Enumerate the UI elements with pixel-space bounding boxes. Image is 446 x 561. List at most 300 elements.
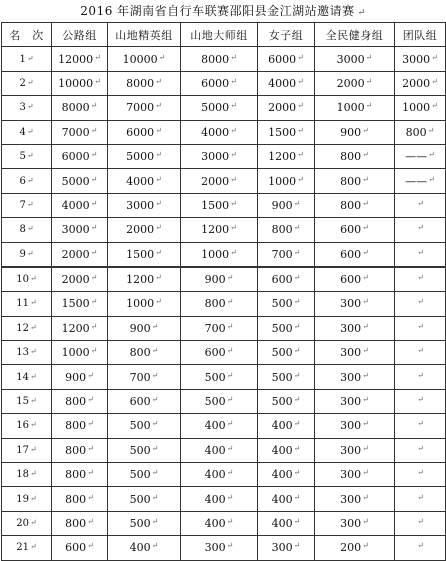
cell-rank — [2, 389, 52, 413]
cell-value: 5000 — [201, 101, 230, 115]
paragraph-mark-icon: ↵ — [230, 76, 237, 86]
header-mtb-elite: 山地精英组 — [108, 23, 181, 47]
cell-mtb-master — [181, 242, 258, 267]
cell-mtb-elite — [108, 414, 181, 438]
cell-value: 1000 — [402, 101, 431, 115]
paragraph-mark-icon: ↵ — [26, 126, 34, 136]
paragraph-mark-icon: ↵ — [293, 395, 301, 405]
cell-value: 1500 — [201, 198, 230, 212]
cell-women — [258, 242, 315, 267]
cell-value: 2000 — [336, 76, 365, 90]
paragraph-mark-icon: ↵ — [30, 298, 37, 308]
paragraph-mark-icon: ↵ — [26, 248, 34, 258]
header-women: 女子组 — [258, 23, 315, 47]
cell-value: 500 — [129, 517, 151, 530]
paragraph-mark-icon: ↵ — [26, 175, 34, 185]
cell-women — [258, 120, 315, 144]
cell-fitness — [315, 169, 395, 193]
cell-value: 300 — [340, 370, 362, 384]
table-row — [2, 341, 446, 365]
cell-rank — [2, 47, 52, 71]
cell-team — [395, 365, 446, 389]
paragraph-mark-icon: ↵ — [226, 321, 234, 331]
cell-value: 400 — [204, 419, 226, 433]
cell-mtb-master — [181, 218, 258, 242]
cell-value: 6 — [19, 175, 26, 187]
paragraph-mark-icon: ↵ — [30, 493, 37, 503]
cell-value: 3000 — [201, 150, 230, 164]
cell-value: 15 — [16, 396, 30, 408]
cell-road — [52, 316, 108, 340]
cell-women — [258, 193, 315, 217]
cell-value: 1500 — [268, 125, 297, 139]
cell-mtb-elite — [108, 169, 181, 193]
cell-road — [52, 71, 108, 95]
cell-road — [52, 292, 108, 316]
paragraph-mark-icon: ↵ — [417, 541, 424, 551]
table-row — [2, 292, 446, 316]
cell-value: 1000 — [201, 247, 230, 261]
paragraph-mark-icon: ↵ — [155, 223, 162, 233]
cell-rank — [2, 218, 52, 242]
paragraph-mark-icon: ↵ — [362, 321, 369, 331]
paragraph-mark-icon: ↵ — [155, 101, 162, 111]
cell-mtb-elite — [108, 511, 181, 535]
cell-fitness — [315, 71, 395, 95]
cell-team — [395, 292, 446, 316]
cell-fitness — [315, 96, 395, 120]
cell-value: 700 — [204, 321, 226, 335]
cell-rank — [2, 144, 52, 168]
cell-value: 600 — [271, 273, 293, 287]
cell-value: 2000 — [268, 101, 297, 115]
paragraph-mark-icon: ↵ — [230, 198, 237, 208]
cell-women — [258, 365, 315, 389]
paragraph-mark-icon: ↵ — [90, 150, 98, 160]
cell-value: 400 — [271, 468, 293, 482]
cell-value: 2000 — [61, 247, 90, 261]
paragraph-mark-icon: ↵ — [362, 198, 369, 208]
cell-fitness — [315, 463, 395, 487]
cell-fitness — [315, 438, 395, 462]
cell-rank — [2, 438, 52, 462]
paragraph-mark-icon: ↵ — [362, 419, 369, 429]
cell-road — [52, 487, 108, 511]
cell-women — [258, 71, 315, 95]
table-row — [2, 511, 446, 535]
paragraph-mark-icon: ↵ — [230, 150, 237, 160]
paragraph-mark-icon: ↵ — [90, 273, 98, 283]
cell-fitness — [315, 193, 395, 217]
cell-value: 1000 — [61, 346, 90, 360]
paragraph-mark-icon: ↵ — [226, 395, 234, 405]
cell-value: 900 — [129, 321, 151, 335]
table-body — [2, 47, 446, 560]
paragraph-mark-icon: ↵ — [297, 150, 304, 160]
cell-mtb-elite — [108, 438, 181, 462]
header-mtb-master: 山地大师组 — [181, 23, 258, 47]
paragraph-mark-icon: ↵ — [362, 541, 369, 551]
cell-value: 3 — [19, 102, 26, 114]
cell-value: —— — [405, 174, 428, 188]
table-row — [2, 242, 446, 267]
paragraph-mark-icon: ↵ — [362, 492, 369, 502]
paragraph-mark-icon: ↵ — [417, 443, 424, 453]
cell-road — [52, 169, 108, 193]
cell-value: 200 — [340, 541, 362, 555]
paragraph-mark-icon: ↵ — [417, 419, 424, 429]
table-row — [2, 144, 446, 168]
paragraph-mark-icon: ↵ — [26, 77, 34, 87]
cell-value: 500 — [271, 321, 293, 335]
paragraph-mark-icon: ↵ — [87, 395, 94, 405]
cell-women — [258, 267, 315, 292]
cell-value: 500 — [129, 443, 151, 457]
cell-team — [395, 120, 446, 144]
cell-value: 20 — [16, 518, 30, 529]
cell-fitness — [315, 218, 395, 242]
paragraph-mark-icon: ↵ — [226, 419, 234, 429]
paragraph-mark-icon: ↵ — [226, 297, 234, 307]
paragraph-mark-icon: ↵ — [417, 492, 424, 502]
paragraph-mark-icon: ↵ — [30, 371, 37, 381]
cell-value: 2000 — [61, 273, 90, 287]
cell-mtb-elite — [108, 365, 181, 389]
cell-value: 5 — [19, 151, 26, 163]
cell-team — [395, 389, 446, 413]
cell-road — [52, 144, 108, 168]
paragraph-mark-icon: ↵ — [30, 420, 37, 430]
cell-mtb-master — [181, 389, 258, 413]
cell-fitness — [315, 341, 395, 365]
cell-value: 400 — [204, 517, 226, 530]
paragraph-mark-icon: ↵ — [30, 542, 37, 552]
paragraph-mark-icon: ↵ — [230, 223, 237, 233]
cell-fitness — [315, 267, 395, 292]
paragraph-mark-icon: ↵ — [293, 370, 301, 380]
cell-mtb-master — [181, 463, 258, 487]
cell-rank — [2, 71, 52, 95]
table-row — [2, 267, 446, 292]
cell-road — [52, 120, 108, 144]
paragraph-mark-icon: ↵ — [293, 492, 301, 502]
paragraph-mark-icon: ↵ — [226, 517, 234, 526]
cell-road — [52, 218, 108, 242]
cell-value: 300 — [340, 517, 362, 530]
cell-women — [258, 316, 315, 340]
cell-value: 5000 — [126, 150, 155, 164]
cell-value: 2000 — [201, 174, 230, 188]
cell-value: 300 — [204, 541, 226, 555]
cell-team — [395, 438, 446, 462]
paragraph-mark-icon: ↵ — [30, 396, 37, 406]
title-text: 2016 年湖南省自行车联赛邵阳县金江湖站邀请赛 — [80, 4, 355, 18]
table-row — [2, 96, 446, 120]
cell-value: 7000 — [61, 125, 90, 139]
paragraph-mark-icon: ↵ — [230, 52, 237, 62]
cell-fitness — [315, 242, 395, 267]
cell-value: 3000 — [402, 52, 431, 66]
cell-value: 12000 — [58, 52, 94, 66]
cell-mtb-elite — [108, 389, 181, 413]
paragraph-mark-icon: ↵ — [417, 395, 424, 405]
cell-mtb-elite — [108, 463, 181, 487]
table-row — [2, 169, 446, 193]
cell-mtb-elite — [108, 341, 181, 365]
cell-mtb-elite — [108, 536, 181, 560]
cell-mtb-master — [181, 292, 258, 316]
cell-fitness — [315, 487, 395, 511]
cell-value: —— — [405, 150, 428, 164]
cell-value: 1200 — [268, 150, 297, 164]
cell-value: 1200 — [126, 273, 155, 287]
cell-value: 800 — [65, 395, 87, 409]
cell-mtb-elite — [108, 316, 181, 340]
cell-value: 300 — [340, 346, 362, 360]
cell-team — [395, 463, 446, 487]
cell-value: 4000 — [61, 198, 90, 212]
paragraph-mark-icon: ↵ — [293, 346, 301, 356]
cell-rank — [2, 316, 52, 340]
cell-value: 600 — [340, 247, 362, 261]
cell-value: 19 — [16, 493, 30, 505]
paragraph-mark-icon: ↵ — [90, 321, 98, 331]
cell-value: 7 — [19, 199, 26, 211]
cell-value: 17 — [16, 444, 30, 456]
cell-rank — [2, 120, 52, 144]
paragraph-mark-icon: ↵ — [362, 346, 369, 356]
paragraph-mark-icon: ↵ — [417, 370, 424, 380]
cell-value: 300 — [340, 297, 362, 311]
paragraph-mark-icon: ↵ — [87, 541, 94, 551]
paragraph-mark-icon: ↵ — [362, 468, 369, 478]
cell-team — [395, 193, 446, 217]
cell-rank — [2, 463, 52, 487]
paragraph-mark-icon: ↵ — [155, 297, 162, 307]
cell-road — [52, 242, 108, 267]
cell-fitness — [315, 536, 395, 560]
cell-mtb-elite — [108, 96, 181, 120]
cell-value: 500 — [271, 346, 293, 360]
paragraph-mark-icon: ↵ — [293, 541, 301, 551]
cell-value: 400 — [271, 492, 293, 506]
paragraph-mark-icon: ↵ — [155, 174, 162, 184]
cell-value: 900 — [271, 198, 293, 212]
paragraph-mark-icon: ↵ — [362, 297, 369, 307]
cell-value: 21 — [16, 542, 30, 554]
paragraph-mark-icon: ↵ — [155, 273, 162, 283]
cell-women — [258, 438, 315, 462]
cell-value: 13 — [16, 347, 30, 359]
paragraph-mark-icon: ↵ — [158, 52, 166, 62]
cell-road — [52, 536, 108, 560]
cell-road — [52, 193, 108, 217]
paragraph-mark-icon: ↵ — [87, 517, 94, 526]
cell-rank — [2, 193, 52, 217]
cell-value: 300 — [340, 468, 362, 482]
cell-mtb-master — [181, 169, 258, 193]
paragraph-mark-icon: ↵ — [431, 101, 438, 111]
cell-women — [258, 341, 315, 365]
cell-value: 900 — [204, 273, 226, 287]
cell-value: 8 — [19, 224, 26, 236]
paragraph-mark-icon: ↵ — [362, 125, 369, 135]
cell-rank — [2, 96, 52, 120]
paragraph-mark-icon: ↵ — [362, 370, 369, 380]
cell-value: 600 — [65, 541, 87, 555]
paragraph-mark-icon: ↵ — [151, 468, 159, 478]
cell-rank — [2, 414, 52, 438]
cell-team — [395, 169, 446, 193]
paragraph-mark-icon: ↵ — [151, 443, 159, 453]
cell-value: 2 — [19, 77, 26, 89]
cell-fitness — [315, 389, 395, 413]
cell-value: 400 — [204, 468, 226, 482]
paragraph-mark-icon: ↵ — [362, 273, 369, 283]
cell-value: 1000 — [126, 297, 155, 311]
paragraph-mark-icon: ↵ — [417, 297, 424, 307]
cell-mtb-master — [181, 341, 258, 365]
cell-value: 300 — [271, 541, 293, 555]
paragraph-mark-icon: ↵ — [26, 199, 34, 209]
paragraph-mark-icon: ↵ — [293, 517, 301, 526]
cell-value: 500 — [271, 395, 293, 409]
cell-women — [258, 389, 315, 413]
cell-mtb-elite — [108, 487, 181, 511]
cell-mtb-master — [181, 96, 258, 120]
table-row — [2, 389, 446, 413]
cell-value: 400 — [271, 443, 293, 457]
paragraph-mark-icon: ↵ — [293, 247, 301, 257]
paragraph-mark-icon: ↵ — [30, 347, 37, 357]
table-row — [2, 218, 446, 242]
cell-fitness — [315, 511, 395, 535]
paragraph-mark-icon: ↵ — [151, 346, 159, 356]
cell-mtb-elite — [108, 120, 181, 144]
cell-value: 500 — [204, 370, 226, 384]
cell-value: 10000 — [58, 76, 94, 90]
cell-team — [395, 341, 446, 365]
paragraph-mark-icon: ↵ — [151, 492, 159, 502]
cell-team — [395, 267, 446, 292]
cell-mtb-master — [181, 47, 258, 71]
paragraph-mark-icon: ↵ — [431, 76, 438, 86]
cell-value: 1000 — [336, 101, 365, 115]
cell-women — [258, 536, 315, 560]
paragraph-mark-icon: ↵ — [417, 273, 424, 283]
cell-mtb-elite — [108, 144, 181, 168]
cell-women — [258, 463, 315, 487]
cell-rank — [2, 292, 52, 316]
cell-value: 300 — [340, 492, 362, 506]
cell-value: 900 — [340, 125, 362, 139]
cell-mtb-master — [181, 267, 258, 292]
paragraph-mark-icon: ↵ — [297, 76, 304, 86]
paragraph-mark-icon: ↵ — [151, 541, 159, 551]
cell-women — [258, 218, 315, 242]
paragraph-mark-icon: ↵ — [30, 322, 37, 332]
header-team: 团队组 — [395, 23, 446, 47]
cell-value: 700 — [271, 247, 293, 261]
cell-rank — [2, 341, 52, 365]
cell-mtb-master — [181, 120, 258, 144]
paragraph-mark-icon: ↵ — [155, 247, 162, 257]
cell-value: 800 — [65, 517, 87, 530]
cell-road — [52, 389, 108, 413]
cell-value: 4000 — [201, 125, 230, 139]
paragraph-mark-icon: ↵ — [26, 224, 34, 234]
cell-mtb-master — [181, 316, 258, 340]
cell-mtb-master — [181, 511, 258, 535]
cell-value: 800 — [65, 468, 87, 482]
cell-value: 400 — [271, 419, 293, 433]
paragraph-mark-icon: ↵ — [30, 444, 37, 454]
cell-team — [395, 218, 446, 242]
cell-value: 1000 — [268, 174, 297, 188]
cell-value: 4000 — [268, 76, 297, 90]
cell-team — [395, 536, 446, 560]
table-row — [2, 365, 446, 389]
cell-road — [52, 267, 108, 292]
table-row — [2, 438, 446, 462]
cell-team — [395, 316, 446, 340]
cell-value: 5000 — [61, 174, 90, 188]
paragraph-mark-icon: ↵ — [427, 125, 435, 135]
cell-rank — [2, 242, 52, 267]
paragraph-mark-icon: ↵ — [362, 223, 369, 233]
cell-road — [52, 511, 108, 535]
paragraph-mark-icon: ↵ — [297, 125, 304, 135]
cell-value: 3000 — [126, 198, 155, 212]
paragraph-mark-icon: ↵ — [151, 419, 159, 429]
paragraph-mark-icon: ↵ — [230, 125, 237, 135]
paragraph-mark-icon: ↵ — [151, 370, 159, 380]
cell-women — [258, 169, 315, 193]
paragraph-mark-icon: ↵ — [90, 125, 98, 135]
cell-value: 6000 — [61, 150, 90, 164]
cell-value: 2000 — [402, 76, 431, 90]
cell-team — [395, 414, 446, 438]
cell-value: 800 — [65, 443, 87, 457]
cell-fitness — [315, 47, 395, 71]
header-road: 公路组 — [52, 23, 108, 47]
cell-value: 300 — [340, 443, 362, 457]
cell-value: 11 — [16, 298, 30, 310]
cell-rank — [2, 487, 52, 511]
paragraph-mark-icon: ↵ — [90, 174, 98, 184]
cell-fitness — [315, 414, 395, 438]
cell-mtb-elite — [108, 218, 181, 242]
cell-value: 400 — [204, 492, 226, 506]
paragraph-mark-icon: ↵ — [417, 468, 424, 478]
cell-team — [395, 71, 446, 95]
cell-road — [52, 341, 108, 365]
cell-value: 600 — [129, 395, 151, 409]
paragraph-mark-icon: ↵ — [226, 492, 234, 502]
cell-value: 800 — [271, 223, 293, 237]
paragraph-mark-icon: ↵ — [417, 517, 424, 526]
cell-value: 800 — [204, 297, 226, 311]
paragraph-mark-icon: ↵ — [365, 76, 373, 86]
prize-table — [1, 22, 446, 561]
paragraph-mark-icon: ↵ — [155, 76, 162, 86]
cell-fitness — [315, 316, 395, 340]
paragraph-mark-icon: ↵ — [155, 125, 162, 135]
cell-value: 14 — [16, 371, 30, 383]
paragraph-mark-icon: ↵ — [417, 321, 424, 331]
cell-value: 300 — [340, 321, 362, 335]
paragraph-mark-icon: ↵ — [362, 395, 369, 405]
